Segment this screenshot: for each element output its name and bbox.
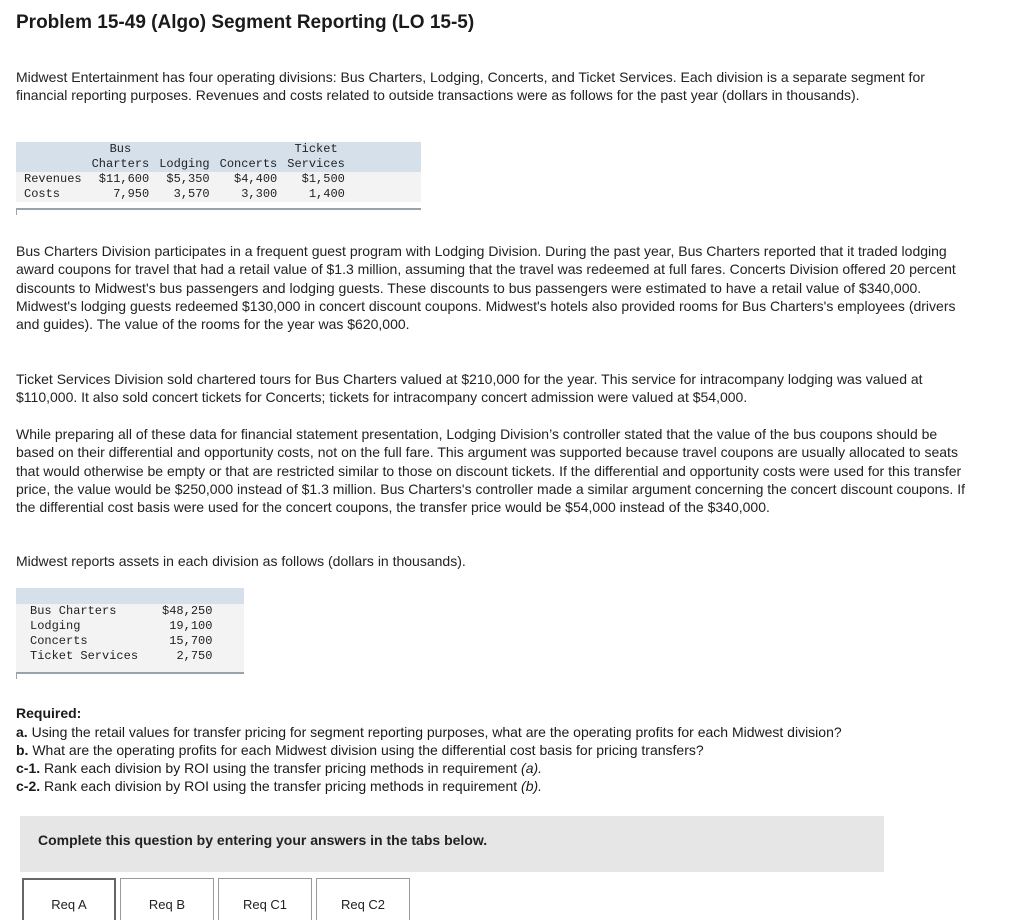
table-row bbox=[24, 187, 355, 202]
row-label: Ticket Services bbox=[30, 649, 139, 663]
table-cell: 19,100 bbox=[169, 619, 213, 633]
table-cell: $48,250 bbox=[162, 604, 213, 618]
table-row bbox=[30, 619, 212, 634]
page-title: Problem 15-49 (Algo) Segment Reporting (LO 15-5) bbox=[16, 12, 475, 33]
requirement-tabs bbox=[22, 878, 410, 920]
revenue-cost-table bbox=[24, 142, 355, 202]
table-divider bbox=[16, 672, 244, 674]
list-item: c-1. Rank each division by ROI using the transfer pricing methods in requirement (a). bbox=[16, 760, 543, 776]
table-row bbox=[30, 634, 212, 649]
col-header-concerts: Concerts bbox=[219, 157, 278, 171]
col-header-bus-charters: Bus Charters bbox=[91, 142, 150, 171]
paragraph-controller-argument: While preparing all of these data for financial statement presentation, Lodging Division’s controller stated that the value of the bus coupons should be based on their differential and opportunity costs, not on the full fare. This argument was supported because travel coupons are usually allocated to seats that would otherwise be empty or that are restricted similar to those on discount tickets. If the differential and opportunity costs were used for this transfer price, the value would be $250,000 instead of $1.3 million. Bus Charters's controller made a similar argument concerning the concert discount coupons. If the differential cost basis were used for the concert coupons, the transfer price would be $54,000 instead of the $340,000. bbox=[16, 426, 965, 516]
list-item: c-2. Rank each division by ROI using the transfer pricing methods in requirement (b). bbox=[16, 778, 543, 794]
table-cell: $4,400 bbox=[234, 172, 278, 186]
list-item: a. Using the retail values for transfer pricing for segment reporting purposes, what are the operating profits for each Midwest division? bbox=[16, 724, 842, 740]
row-label: Bus Charters bbox=[30, 604, 117, 618]
paragraph-frequent-guest: Bus Charters Division participates in a frequent guest program with Lodging Division. During the past year, Bus Charters reported that it traded lodging award coupons for travel that had a retail value of $1.3 million, assuming that the travel was redeemed at full fares. Concerts Division offered 20 percent discounts to Midwest's bus passengers and lodging guests. These discounts to bus passengers were estimated to have a retail value of $340,000. Midwest's lodging guests redeemed $130,000 in concert discount coupons. Midwest's hotels also provided rooms for Bus Charters's employees (drivers and guides). The value of the rooms for the year was $620,000. bbox=[16, 243, 956, 333]
table-cell: $11,600 bbox=[98, 172, 150, 186]
instruction-banner: Complete this question by entering your answers in the tabs below. bbox=[20, 816, 884, 872]
table-row bbox=[24, 172, 355, 187]
table-cell: $5,350 bbox=[166, 172, 210, 186]
table-row bbox=[30, 604, 212, 619]
table-cell: $1,500 bbox=[301, 172, 345, 186]
col-header-lodging: Lodging bbox=[159, 157, 210, 171]
assets-table bbox=[30, 604, 212, 664]
tab-req-a[interactable]: Req A bbox=[22, 878, 116, 920]
required-heading: Required: bbox=[16, 705, 82, 721]
table-cell: 1,400 bbox=[308, 187, 345, 201]
list-item: b. What are the operating profits for each Midwest division using the differential cost basis for pricing transfers? bbox=[16, 742, 704, 758]
table-row bbox=[30, 649, 212, 664]
row-label: Concerts bbox=[30, 634, 88, 648]
row-label: Revenues bbox=[24, 172, 82, 186]
tab-req-c1[interactable]: Req C1 bbox=[218, 878, 312, 920]
table-cell: 3,300 bbox=[241, 187, 278, 201]
col-header-ticket-services: Ticket Services bbox=[287, 142, 345, 171]
paragraph-ticket-services: Ticket Services Division sold chartered tours for Bus Charters valued at $210,000 for the year. This service for intracompany lodging was valued at $110,000. It also sold concert tickets for Concerts; tickets for intracompany concert admission were valued at $54,000. bbox=[16, 371, 923, 406]
table-divider-tick bbox=[16, 208, 17, 215]
row-label: Lodging bbox=[30, 619, 81, 633]
required-list bbox=[16, 723, 842, 795]
table-cell: 7,950 bbox=[113, 187, 150, 201]
tab-req-c2[interactable]: Req C2 bbox=[316, 878, 410, 920]
table-divider-tick bbox=[16, 672, 17, 679]
table-cell: 2,750 bbox=[176, 649, 213, 663]
table-cell: 3,570 bbox=[173, 187, 210, 201]
table-divider bbox=[16, 208, 421, 210]
tab-req-b[interactable]: Req B bbox=[120, 878, 214, 920]
intro-paragraph: Midwest Entertainment has four operating divisions: Bus Charters, Lodging, Concerts, and Ticket Services. Each division is a separate segment for financial reporting purposes. Revenues and costs related to outside transactions were as follows for the past year (dollars in thousands). bbox=[16, 69, 925, 104]
row-label: Costs bbox=[24, 187, 61, 201]
paragraph-assets-intro: Midwest reports assets in each division as follows (dollars in thousands). bbox=[16, 553, 466, 569]
table-cell: 15,700 bbox=[169, 634, 213, 648]
